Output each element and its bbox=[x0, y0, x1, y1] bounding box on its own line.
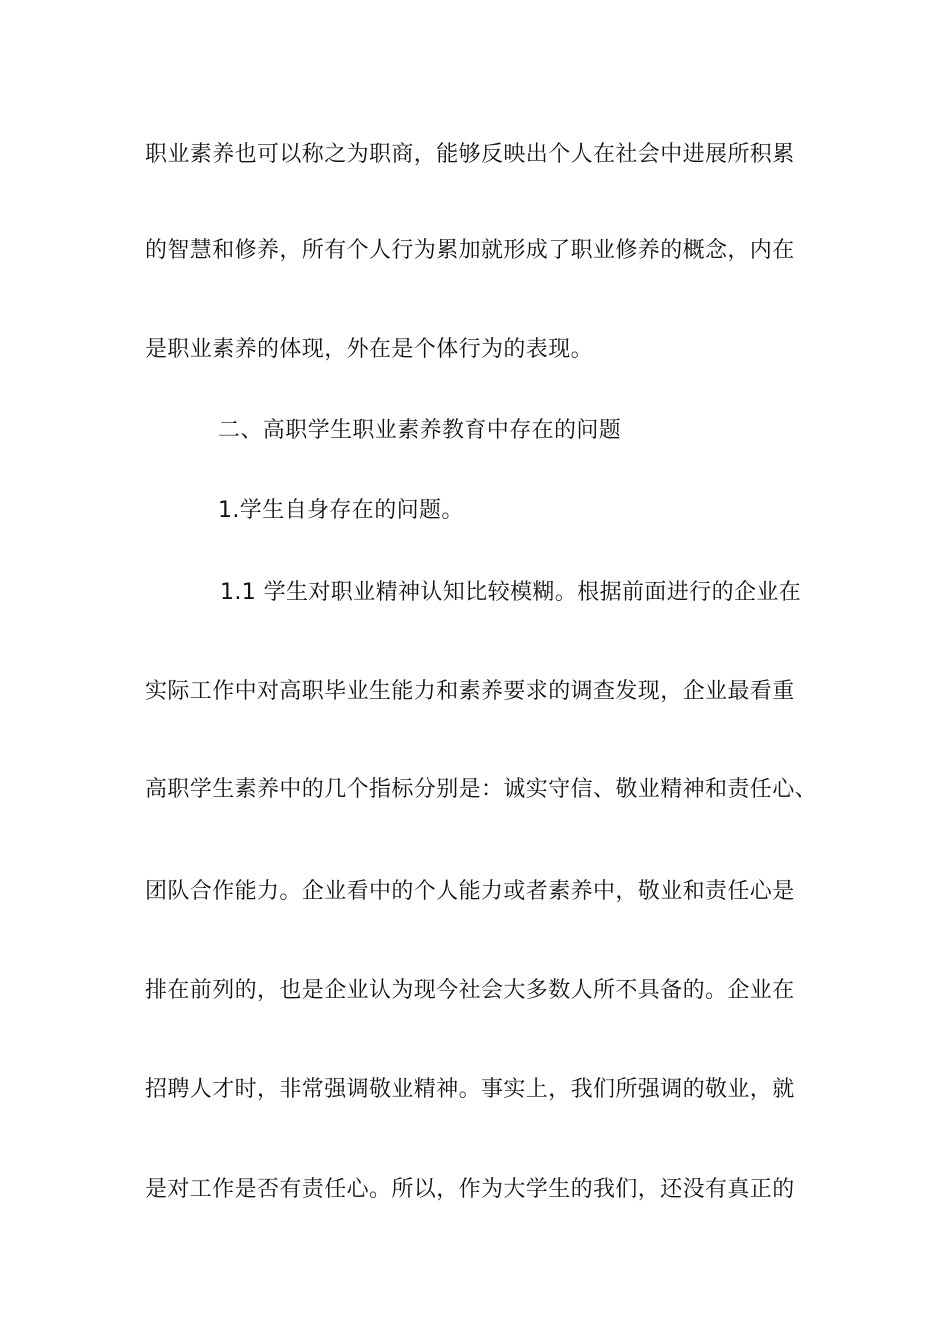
subsection-heading: 1.学生自身存在的问题。 bbox=[218, 498, 464, 523]
paragraph-line-3: 是职业素养的体现，外在是个体行为的表现。 bbox=[145, 337, 594, 362]
paragraph-line-7: 实际工作中对高职毕业生能力和素养要求的调查发现，企业最看重 bbox=[145, 679, 795, 704]
paragraph-line-11: 招聘人才时，非常强调敬业精神。事实上，我们所强调的敬业，就 bbox=[145, 1077, 795, 1102]
section-heading: 二、高职学生职业素养教育中存在的问题 bbox=[218, 418, 622, 443]
paragraph-line-2: 的智慧和修养，所有个人行为累加就形成了职业修养的概念，内在 bbox=[145, 238, 795, 263]
subsubsection-line: 1.1 学生对职业精神认知比较模糊。根据前面进行的企业在 bbox=[220, 580, 802, 605]
paragraph-line-10: 排在前列的，也是企业认为现今社会大多数人所不具备的。企业在 bbox=[145, 978, 795, 1003]
paragraph-line-8: 高职学生素养中的几个指标分别是：诚实守信、敬业精神和责任心、 bbox=[145, 777, 818, 802]
paragraph-line-9: 团队合作能力。企业看中的个人能力或者素养中，敬业和责任心是 bbox=[145, 879, 795, 904]
paragraph-line-1: 职业素养也可以称之为职商，能够反映出个人在社会中进展所积累 bbox=[145, 142, 795, 167]
paragraph-line-12: 是对工作是否有责任心。所以，作为大学生的我们，还没有真正的 bbox=[145, 1177, 795, 1202]
